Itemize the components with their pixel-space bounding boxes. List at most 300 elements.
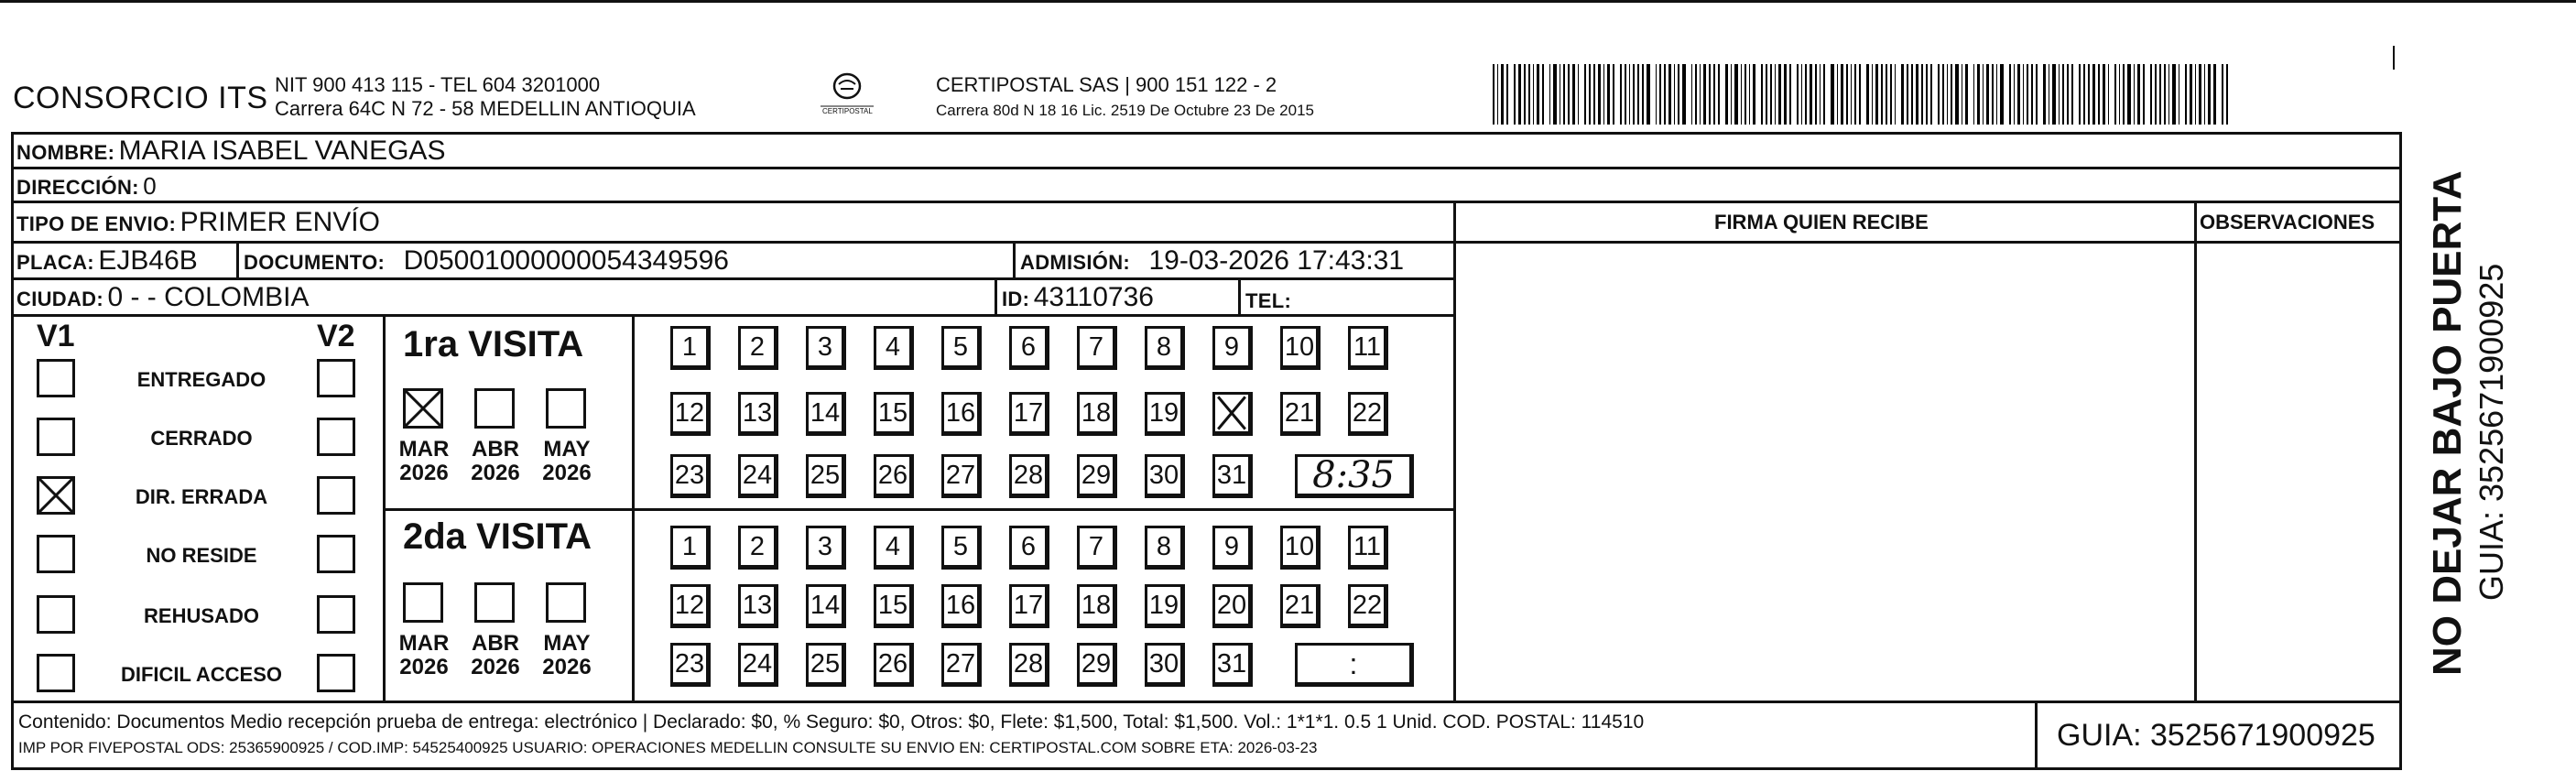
id-field xyxy=(1002,284,1154,311)
barcode-bar xyxy=(1820,64,1821,125)
barcode-bar xyxy=(1992,64,1994,125)
barcode-bar xyxy=(2092,64,2095,125)
day-checkbox[interactable]: 9 xyxy=(1212,326,1253,370)
row-sep-2 xyxy=(11,201,2402,203)
v1-header: V1 xyxy=(37,319,75,353)
day-checkbox[interactable]: 7 xyxy=(1077,326,1117,370)
row-sep-3 xyxy=(11,241,1455,244)
barcode-bar xyxy=(1589,64,1591,125)
barcode-bar xyxy=(1553,64,1556,125)
barcode-bar xyxy=(1695,64,1697,125)
barcode-bar xyxy=(1789,64,1790,125)
shipment-barcode xyxy=(1493,64,2231,125)
observ-header-line xyxy=(1455,241,2402,244)
month-label xyxy=(396,632,452,679)
status-col-sep xyxy=(383,314,386,701)
no-dejar-bajo-puerta: NO DEJAR BAJO PUERTA xyxy=(2425,170,2470,676)
barcode-bar xyxy=(1524,64,1525,125)
day-checkbox[interactable]: 22 xyxy=(1348,392,1388,436)
barcode-bar xyxy=(2195,64,2196,125)
barcode-bar xyxy=(2190,64,2192,125)
barcode-bar xyxy=(2123,64,2125,125)
day-checkbox[interactable]: 7 xyxy=(1077,526,1117,570)
day-checkbox[interactable]: 4 xyxy=(874,526,914,570)
day-checkbox[interactable]: 23 xyxy=(670,643,711,687)
day-checkbox[interactable]: 19 xyxy=(1145,392,1185,436)
day-checkbox[interactable]: 14 xyxy=(806,584,846,628)
barcode-bar xyxy=(1625,64,1626,125)
day-checkbox[interactable]: 27 xyxy=(941,643,982,687)
barcode-bar xyxy=(1890,64,1892,125)
month-label xyxy=(538,438,595,485)
barcode-bar xyxy=(2155,64,2158,125)
month-name: ABR xyxy=(472,631,519,656)
barcode-bar xyxy=(1734,64,1737,125)
barcode-bar xyxy=(1846,64,1848,125)
barcode-bar xyxy=(2226,64,2228,125)
barcode-bar xyxy=(1659,64,1661,125)
id-sep xyxy=(995,277,997,314)
day-checkbox[interactable]: 10 xyxy=(1280,526,1321,570)
barcode-bar xyxy=(1572,64,1575,125)
barcode-bar xyxy=(1859,64,1860,125)
barcode-bar xyxy=(1805,64,1807,125)
barcode-bar xyxy=(1965,64,1968,125)
barcode-bar xyxy=(1996,64,1997,125)
barcode-bar xyxy=(1568,64,1569,125)
status-v1-checkbox[interactable] xyxy=(37,654,75,692)
barcode-bar xyxy=(2000,64,2003,125)
day-checkbox[interactable]: 27 xyxy=(941,454,982,498)
admision-label: ADMISIÓN: xyxy=(1020,251,1131,274)
barcode-bar xyxy=(1761,64,1762,125)
barcode-bar xyxy=(2103,64,2105,125)
day-checkbox[interactable]: 11 xyxy=(1348,526,1388,570)
barcode-bar xyxy=(2143,64,2144,125)
barcode-bar xyxy=(1563,64,1565,125)
direccion-label: DIRECCIÓN: xyxy=(16,176,139,199)
visit-divider xyxy=(383,508,1455,511)
barcode-bar xyxy=(2159,64,2160,125)
barcode-bar xyxy=(1901,64,1904,125)
status-label: NO RESIDE xyxy=(146,544,257,567)
barcode-bar xyxy=(2027,64,2028,125)
barcode-bar xyxy=(2204,64,2205,125)
month-name: MAY xyxy=(543,437,591,462)
day-checkbox[interactable]: 5 xyxy=(941,526,982,570)
direccion-value: 0 xyxy=(143,172,157,200)
status-v1-checkbox[interactable] xyxy=(37,418,75,456)
barcode-bar xyxy=(1815,64,1816,125)
day-checkbox[interactable]: 12 xyxy=(670,392,711,436)
barcode-bar xyxy=(1664,64,1665,125)
edge-mark xyxy=(2393,46,2395,70)
barcode-bar xyxy=(1584,64,1586,125)
barcode-bar xyxy=(2168,64,2169,125)
day-checkbox[interactable]: 29 xyxy=(1077,454,1117,498)
direccion-field xyxy=(16,174,157,198)
barcode-bar xyxy=(1533,64,1534,125)
day-checkbox[interactable]: 1 xyxy=(670,526,711,570)
barcode-bar xyxy=(2134,64,2135,125)
day-checkbox[interactable]: 13 xyxy=(738,584,778,628)
barcode-bar xyxy=(2059,64,2060,125)
placa-value: EJB46B xyxy=(98,245,198,276)
barcode-bar xyxy=(2114,64,2116,125)
top-border xyxy=(0,0,2576,3)
month-label xyxy=(467,632,524,679)
footer-bottom xyxy=(11,767,2402,770)
company-nit: NIT 900 413 115 - TEL 604 3201000 xyxy=(275,73,601,96)
barcode-bar xyxy=(1691,64,1692,125)
barcode-bar xyxy=(1749,64,1750,125)
day-checkbox[interactable]: 15 xyxy=(874,392,914,436)
barcode-bar xyxy=(1731,64,1732,125)
certipostal-license: Carrera 80d N 18 16 Lic. 2519 De Octubre 23 De 2015 xyxy=(936,102,1314,119)
barcode-bar xyxy=(1633,64,1634,125)
barcode-bar xyxy=(1629,64,1630,125)
barcode-bar xyxy=(1986,64,1989,125)
barcode-bar xyxy=(2036,64,2038,125)
month-year: 2026 xyxy=(471,655,520,679)
ciudad-value: 0 - - COLOMBIA xyxy=(107,282,310,312)
status-v2-checkbox[interactable] xyxy=(317,418,355,456)
barcode-bar xyxy=(1656,64,1657,125)
barcode-bar xyxy=(1947,64,1948,125)
month-name: MAR xyxy=(398,631,450,656)
barcode-bar xyxy=(1700,64,1701,125)
day-checkbox[interactable]: 16 xyxy=(941,392,982,436)
month-checkbox[interactable] xyxy=(546,388,586,429)
barcode-bar xyxy=(1831,64,1833,125)
observ-col-left xyxy=(2194,201,2197,701)
barcode-bar xyxy=(2213,64,2216,125)
form-left xyxy=(11,132,14,767)
barcode-bar xyxy=(1613,64,1615,125)
barcode-bar xyxy=(1637,64,1640,125)
tipo-envio-field xyxy=(16,209,380,236)
tipo-envio-label: TIPO DE ENVIO: xyxy=(16,212,177,235)
status-v1-checkbox[interactable] xyxy=(37,476,75,515)
barcode-bar xyxy=(1703,64,1706,125)
day-checkbox[interactable]: 28 xyxy=(1009,643,1049,687)
barcode-bar xyxy=(1682,64,1685,125)
visit1-title: 1ra VISITA xyxy=(403,324,584,364)
row-sep-5 xyxy=(11,314,1455,317)
barcode-bar xyxy=(2199,64,2201,125)
barcode-bar xyxy=(1916,64,1918,125)
admision-value: 19-03-2026 17:43:31 xyxy=(1148,245,1405,276)
day-checkbox[interactable]: 31 xyxy=(1212,643,1253,687)
status-label: REHUSADO xyxy=(144,604,259,627)
barcode-bar xyxy=(2079,64,2081,125)
status-v2-checkbox[interactable] xyxy=(317,535,355,573)
barcode-bar xyxy=(1713,64,1714,125)
barcode-bar xyxy=(1784,64,1787,125)
day-checkbox[interactable]: 17 xyxy=(1009,392,1049,436)
day-checkbox[interactable]: 9 xyxy=(1212,526,1253,570)
month-checkbox[interactable] xyxy=(403,582,443,623)
nombre-value: MARIA ISABEL VANEGAS xyxy=(118,136,446,166)
day-checkbox[interactable]: 14 xyxy=(806,392,846,436)
barcode-bar xyxy=(2067,64,2069,125)
month-year: 2026 xyxy=(471,461,520,485)
barcode-bar xyxy=(1942,64,1944,125)
day-checkbox[interactable]: 22 xyxy=(1348,584,1388,628)
day-checkbox[interactable]: 6 xyxy=(1009,326,1049,370)
barcode-bar xyxy=(1620,64,1621,125)
barcode-bar xyxy=(1921,64,1922,125)
barcode-bar xyxy=(2014,64,2015,125)
month-year: 2026 xyxy=(542,461,592,485)
day-checkbox[interactable]: 10 xyxy=(1280,326,1321,370)
day-checkbox[interactable]: 2 xyxy=(738,526,778,570)
footer-content: Contenido: Documentos Medio recepción prueba de entrega: electrónico | Declarado: $0, % Seguro: $0, Otros: $0, Flete: $1,500, Total: $1,500. Vol.: 1*1*1. 0.5 1 Unid. COD. POSTAL: 114510 xyxy=(18,711,1645,733)
tel-label: TEL: xyxy=(1245,289,1292,312)
side-guia: GUIA: 3525671900925 xyxy=(2473,263,2510,601)
barcode-bar xyxy=(1578,64,1579,125)
ciudad-label: CIUDAD: xyxy=(16,288,103,310)
visit-time-field[interactable]: 8:35 xyxy=(1295,454,1414,498)
barcode-bar xyxy=(1506,64,1507,125)
month-label xyxy=(538,632,595,679)
barcode-bar xyxy=(2017,64,2020,125)
barcode-bar xyxy=(2062,64,2064,125)
barcode-bar xyxy=(1753,64,1755,125)
footer-guia: GUIA: 3525671900925 xyxy=(2057,718,2375,753)
barcode-bar xyxy=(1881,64,1883,125)
day-checkbox[interactable]: 3 xyxy=(806,526,846,570)
barcode-bar xyxy=(2185,64,2187,125)
month-name: MAY xyxy=(543,631,591,656)
barcode-bar xyxy=(1725,64,1728,125)
month-checkbox[interactable] xyxy=(474,582,515,623)
barcode-bar xyxy=(2222,64,2223,125)
barcode-bar xyxy=(1797,64,1799,125)
barcode-bar xyxy=(1851,64,1852,125)
documento-label: DOCUMENTO: xyxy=(244,251,386,274)
barcode-bar xyxy=(1926,64,1928,125)
v2-header: V2 xyxy=(317,319,355,353)
status-label: DIR. ERRADA xyxy=(135,485,268,508)
barcode-bar xyxy=(1497,64,1498,125)
barcode-bar xyxy=(2023,64,2024,125)
barcode-bar xyxy=(1907,64,1908,125)
month-checkbox[interactable] xyxy=(474,388,515,429)
signature-col-left xyxy=(1453,201,1456,701)
barcode-bar xyxy=(1607,64,1609,125)
status-v1-checkbox[interactable] xyxy=(37,595,75,634)
status-v1-checkbox[interactable] xyxy=(37,359,75,397)
status-v2-checkbox[interactable] xyxy=(317,359,355,397)
day-checkbox[interactable]: 30 xyxy=(1145,643,1185,687)
barcode-bar xyxy=(1854,64,1856,125)
status-v1-checkbox[interactable] xyxy=(37,535,75,573)
day-checkbox[interactable]: 21 xyxy=(1280,584,1321,628)
day-checkbox[interactable]: 6 xyxy=(1009,526,1049,570)
barcode-bar xyxy=(1603,64,1604,125)
placa-sep xyxy=(236,241,239,277)
barcode-bar xyxy=(2127,64,2130,125)
day-checkbox[interactable]: 2 xyxy=(738,326,778,370)
barcode-bar xyxy=(1911,64,1912,125)
company-name: CONSORCIO ITS xyxy=(13,81,268,115)
barcode-bar xyxy=(1674,64,1675,125)
barcode-bar xyxy=(1528,64,1530,125)
barcode-bar xyxy=(1745,64,1746,125)
day-checkbox[interactable]: 26 xyxy=(874,643,914,687)
barcode-bar xyxy=(1778,64,1781,125)
certipostal-id: CERTIPOSTAL SAS | 900 151 122 - 2 xyxy=(936,73,1277,96)
month-label xyxy=(396,438,452,485)
barcode-bar xyxy=(1718,64,1720,125)
month-name: MAR xyxy=(398,437,450,462)
barcode-bar xyxy=(1770,64,1772,125)
row-sep-1 xyxy=(11,167,2402,169)
barcode-bar xyxy=(1678,64,1679,125)
barcode-bar xyxy=(1549,64,1550,125)
admision-field xyxy=(1020,247,1404,275)
day-checkbox[interactable]: 8 xyxy=(1145,526,1185,570)
day-checkbox[interactable]: 19 xyxy=(1145,584,1185,628)
tel-field xyxy=(1245,286,1291,313)
barcode-bar xyxy=(1668,64,1671,125)
day-checkbox[interactable]: 16 xyxy=(941,584,982,628)
nombre-label: NOMBRE: xyxy=(16,141,115,164)
day-checkbox[interactable]: 25 xyxy=(806,454,846,498)
logo-caption: CERTIPOSTAL xyxy=(822,107,873,115)
day-checkbox[interactable]: 24 xyxy=(738,643,778,687)
documento-value: D05001000000054349596 xyxy=(403,245,729,276)
visit2-title: 2da VISITA xyxy=(403,516,592,557)
id-value: 43110736 xyxy=(1033,282,1154,312)
barcode-bar xyxy=(1542,64,1544,125)
month-checkbox[interactable] xyxy=(403,388,443,429)
barcode-bar xyxy=(2108,64,2109,125)
month-checkbox[interactable] xyxy=(546,582,586,623)
barcode-bar xyxy=(2052,64,2055,125)
day-checkbox[interactable]: 12 xyxy=(670,584,711,628)
barcode-bar xyxy=(2009,64,2011,125)
barcode-bar xyxy=(2083,64,2084,125)
certipostal-logo xyxy=(815,70,879,119)
day-checkbox[interactable]: 30 xyxy=(1145,454,1185,498)
company-address: Carrera 64C N 72 - 58 MEDELLIN ANTIOQUIA xyxy=(275,97,696,120)
day-checkbox[interactable]: 23 xyxy=(670,454,711,498)
placa-label: PLACA: xyxy=(16,251,94,274)
day-checkbox[interactable]: 18 xyxy=(1077,584,1117,628)
barcode-bar xyxy=(1837,64,1838,125)
barcode-bar xyxy=(1741,64,1742,125)
id-label: ID: xyxy=(1002,288,1030,310)
barcode-bar xyxy=(1895,64,1896,125)
day-checkbox[interactable]: 8 xyxy=(1145,326,1185,370)
barcode-bar xyxy=(1593,64,1594,125)
barcode-bar xyxy=(1801,64,1802,125)
tel-sep xyxy=(1238,277,1241,314)
barcode-bar xyxy=(1866,64,1869,125)
barcode-bar xyxy=(1841,64,1843,125)
barcode-bar xyxy=(1501,64,1504,125)
month-name: ABR xyxy=(472,437,519,462)
barcode-bar xyxy=(1955,64,1958,125)
barcode-bar xyxy=(2150,64,2152,125)
barcode-bar xyxy=(1977,64,1979,125)
barcode-bar xyxy=(1598,64,1601,125)
barcode-bar xyxy=(1930,64,1933,125)
barcode-bar xyxy=(2088,64,2090,125)
day-checkbox[interactable]: 13 xyxy=(738,392,778,436)
day-checkbox[interactable]: 3 xyxy=(806,326,846,370)
nombre-field xyxy=(16,137,445,165)
day-checkbox[interactable]: 21 xyxy=(1280,392,1321,436)
day-checkbox[interactable]: 20 xyxy=(1212,584,1253,628)
observaciones-header: OBSERVACIONES xyxy=(2200,211,2375,234)
day-checkbox[interactable]: 1 xyxy=(670,326,711,370)
months-col-sep xyxy=(632,314,635,701)
day-checkbox[interactable]: 5 xyxy=(941,326,982,370)
month-label xyxy=(467,438,524,485)
barcode-bar xyxy=(1518,64,1521,125)
barcode-bar xyxy=(1537,64,1539,125)
day-checkbox[interactable]: 17 xyxy=(1009,584,1049,628)
barcode-bar xyxy=(2098,64,2099,125)
form-right xyxy=(2399,132,2402,767)
form-bottom xyxy=(11,701,2402,703)
placa-field xyxy=(16,247,198,275)
barcode-bar xyxy=(2043,64,2046,125)
barcode-bar xyxy=(1775,64,1776,125)
barcode-bar xyxy=(1514,64,1516,125)
barcode-bar xyxy=(2137,64,2140,125)
barcode-bar xyxy=(1951,64,1952,125)
barcode-bar xyxy=(1810,64,1812,125)
barcode-bar xyxy=(2208,64,2211,125)
barcode-bar xyxy=(1647,64,1649,125)
barcode-bar xyxy=(2172,64,2175,125)
day-checkbox[interactable]: 29 xyxy=(1077,643,1117,687)
visit-time-field[interactable]: : xyxy=(1295,643,1414,687)
day-checkbox[interactable]: 4 xyxy=(874,326,914,370)
day-checkbox[interactable]: 18 xyxy=(1077,392,1117,436)
day-checkbox[interactable]: 15 xyxy=(874,584,914,628)
month-year: 2026 xyxy=(399,655,449,679)
barcode-bar xyxy=(1766,64,1767,125)
day-checkbox[interactable] xyxy=(1212,392,1253,436)
status-v2-checkbox[interactable] xyxy=(317,595,355,634)
status-v2-checkbox[interactable] xyxy=(317,476,355,515)
barcode-bar xyxy=(1872,64,1873,125)
firma-header: FIRMA QUIEN RECIBE xyxy=(1714,211,1929,234)
day-checkbox[interactable]: 25 xyxy=(806,643,846,687)
barcode-bar xyxy=(1642,64,1644,125)
day-checkbox[interactable]: 28 xyxy=(1009,454,1049,498)
status-label: DIFICIL ACCESO xyxy=(120,663,282,686)
day-checkbox[interactable]: 26 xyxy=(874,454,914,498)
barcode-bar xyxy=(1875,64,1878,125)
status-v2-checkbox[interactable] xyxy=(317,654,355,692)
footer-print-info: IMP POR FIVEPOSTAL ODS: 25365900925 / COD.IMP: 54525400925 USUARIO: OPERACIONES MEDELLIN CONSULTE SU ENVIO EN: CERTIPOSTAL.COM SOBRE ETA: 2026-03-23 xyxy=(18,739,1318,756)
day-checkbox[interactable]: 24 xyxy=(738,454,778,498)
form-top xyxy=(11,132,2402,135)
documento-field xyxy=(244,247,729,275)
barcode-bar xyxy=(1493,64,1495,125)
admision-sep xyxy=(1013,241,1016,277)
day-checkbox[interactable]: 11 xyxy=(1348,326,1388,370)
tipo-envio-value: PRIMER ENVÍO xyxy=(179,207,380,237)
day-checkbox[interactable]: 31 xyxy=(1212,454,1253,498)
barcode-bar xyxy=(2119,64,2120,125)
